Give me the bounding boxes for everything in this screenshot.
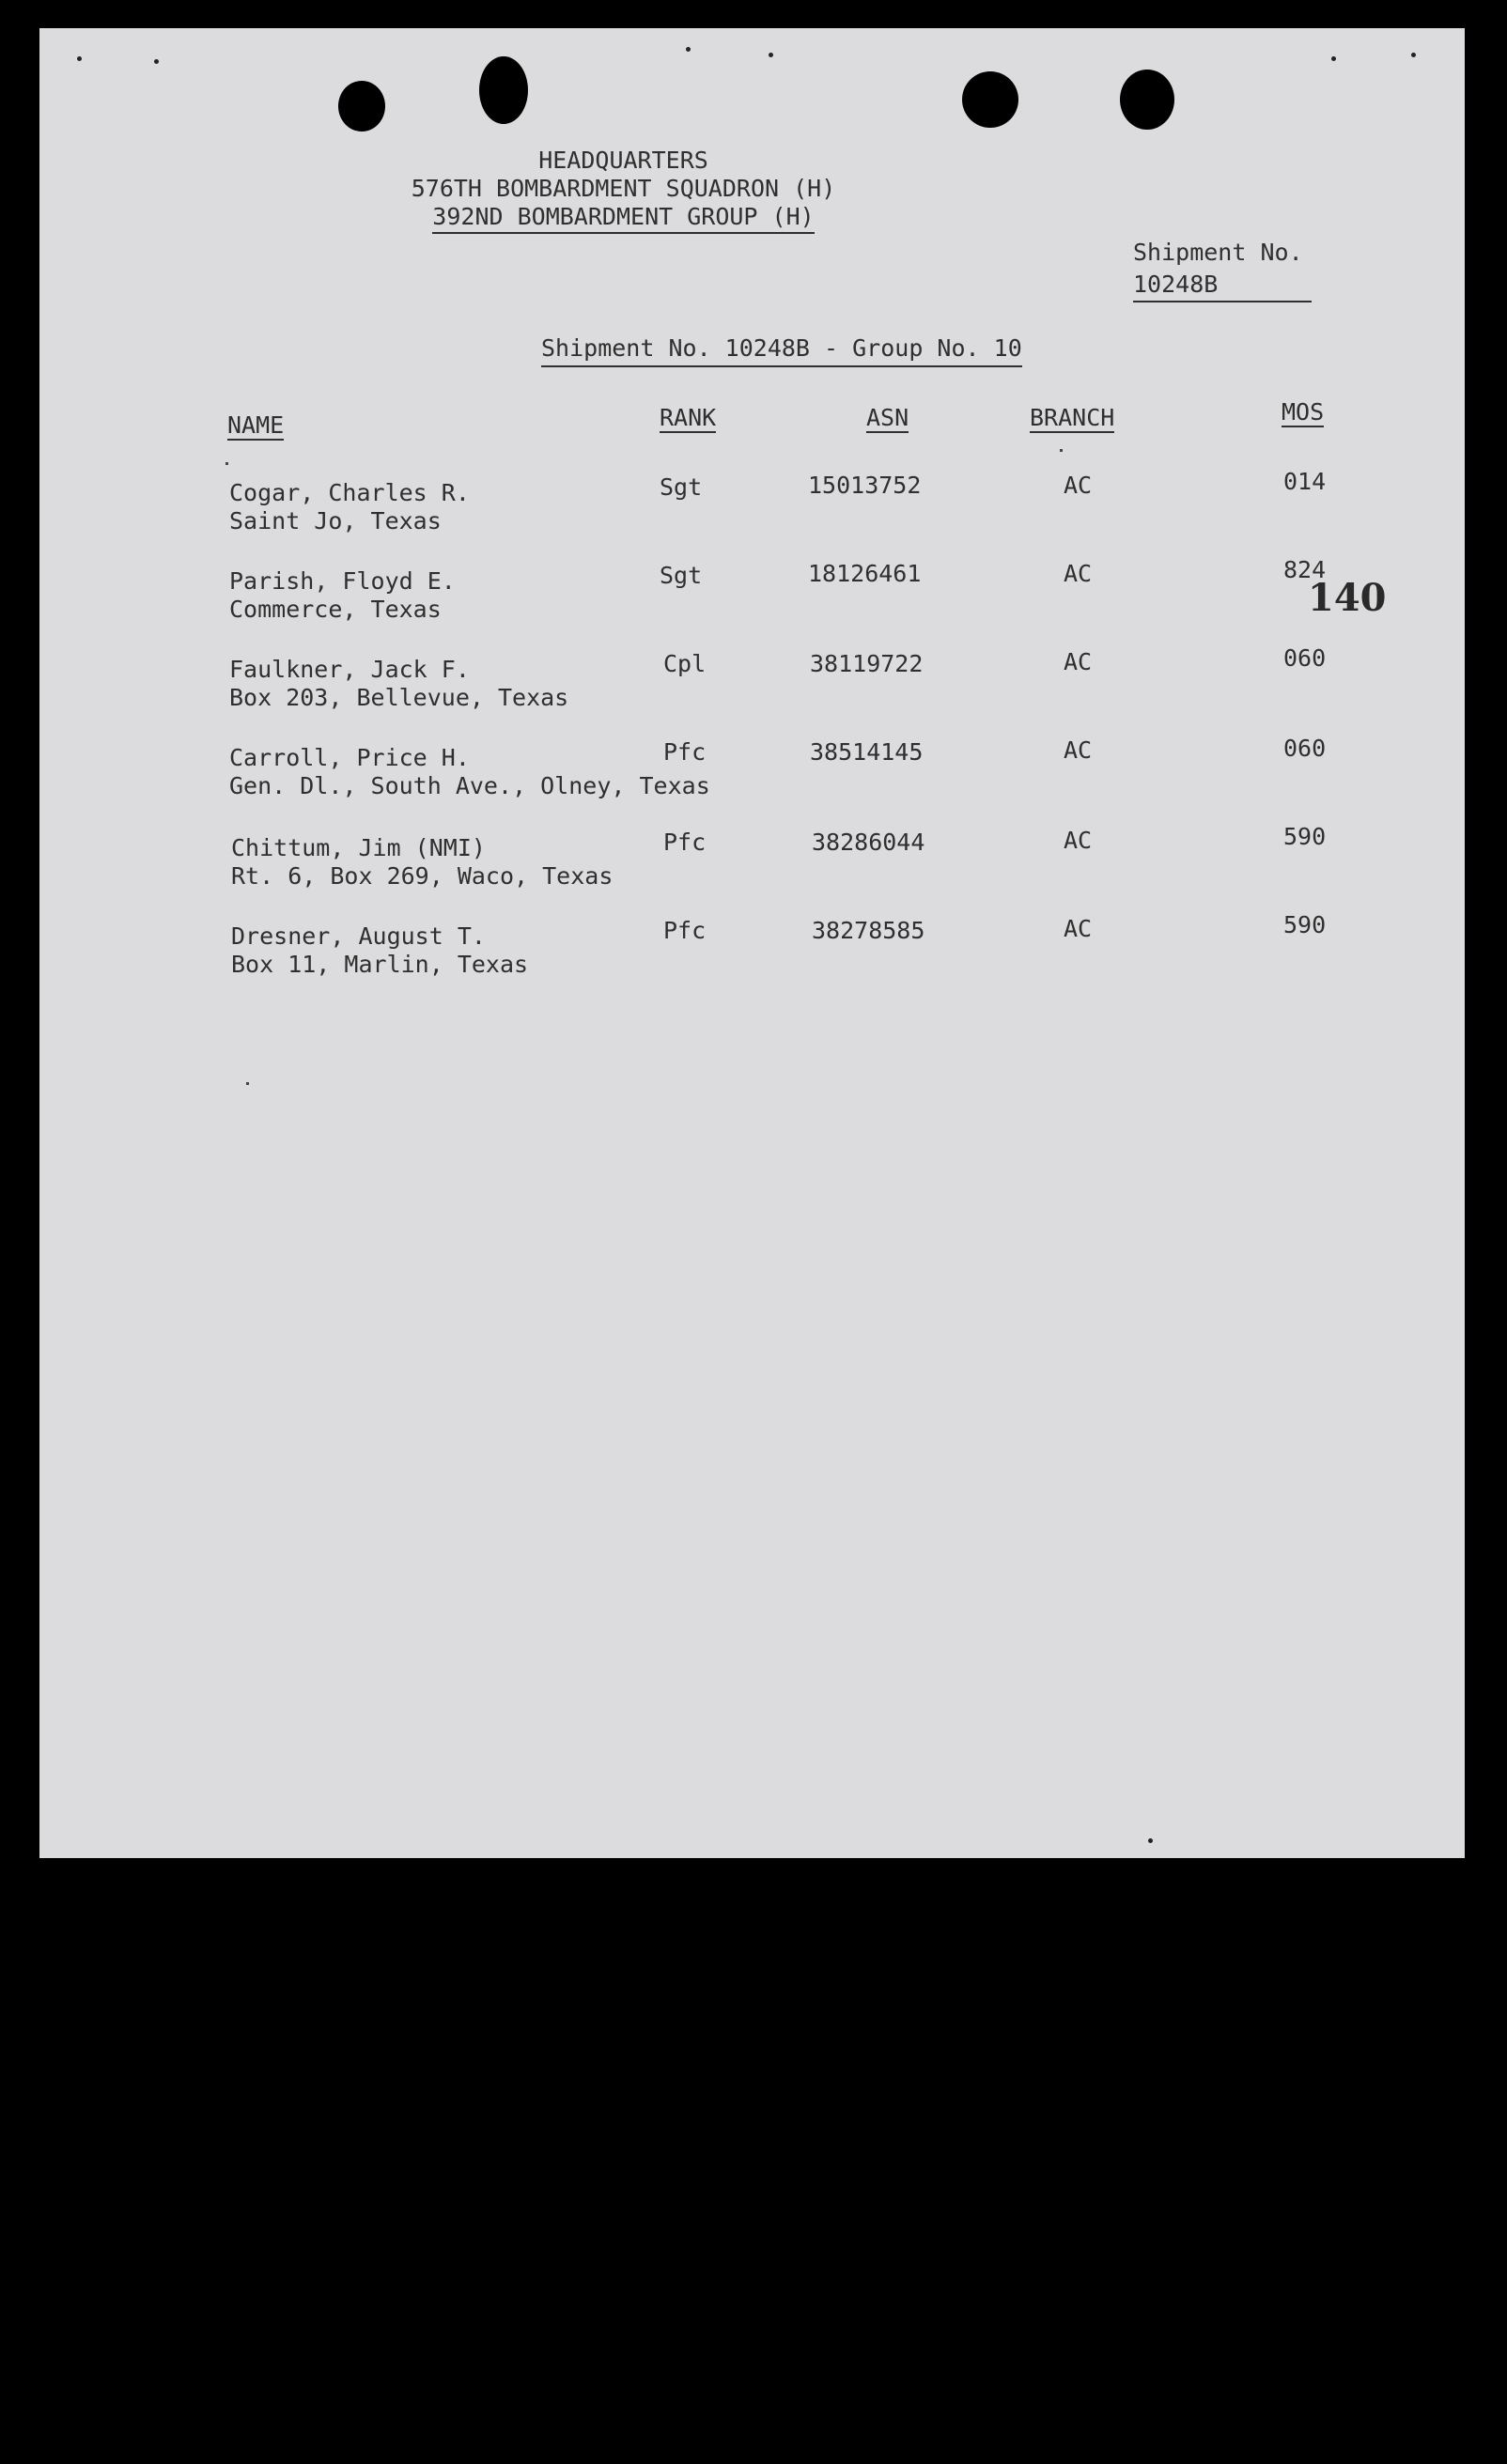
binder-hole: [1120, 70, 1174, 130]
paper-mark: [225, 462, 228, 465]
binder-hole: [479, 56, 528, 124]
row-rank: Pfc: [663, 917, 707, 944]
paper-speck: [769, 53, 773, 57]
row-address: Box 11, Marlin, Texas: [231, 951, 529, 978]
shipment-number: 10248B: [1133, 269, 1312, 302]
row-mos: 014: [1283, 468, 1327, 495]
paper-speck: [1148, 1838, 1153, 1843]
header-line-1: HEADQUARTERS: [538, 147, 708, 174]
page-number-stamp: 140: [1308, 576, 1387, 620]
row-branch: AC: [1064, 915, 1093, 942]
row-asn: 38278585: [812, 917, 925, 944]
header-line-3: 392ND BOMBARDMENT GROUP (H): [0, 203, 1336, 234]
document-page: [39, 28, 1465, 1858]
row-address: Gen. Dl., South Ave., Olney, Texas: [229, 772, 710, 799]
row-name: Cogar, Charles R.: [229, 479, 470, 506]
row-branch: AC: [1064, 560, 1093, 587]
row-name: Carroll, Price H.: [229, 744, 470, 771]
row-asn: 38119722: [810, 650, 924, 677]
row-mos: 590: [1283, 911, 1327, 938]
column-header-mos: MOS: [1282, 398, 1325, 426]
row-branch: AC: [1064, 472, 1093, 499]
row-name: Dresner, August T.: [231, 922, 486, 950]
shipment-group-title: Shipment No. 10248B - Group No. 10: [541, 334, 1022, 367]
row-address: Rt. 6, Box 269, Waco, Texas: [231, 862, 614, 890]
column-header-rank: RANK: [660, 404, 717, 431]
row-asn: 38514145: [810, 738, 924, 766]
row-branch: AC: [1064, 736, 1093, 764]
header-line-2: 576TH BOMBARDMENT SQUADRON (H): [411, 175, 836, 202]
row-asn: 15013752: [808, 472, 922, 499]
row-branch: AC: [1064, 648, 1093, 675]
paper-speck: [1411, 53, 1416, 57]
row-rank: Sgt: [660, 473, 703, 501]
row-address: Box 203, Bellevue, Texas: [229, 684, 569, 711]
row-name: Faulkner, Jack F.: [229, 656, 470, 683]
shipment-number-box: [1133, 237, 1312, 302]
paper-speck: [686, 47, 691, 52]
shipment-label: Shipment No.: [1133, 239, 1303, 266]
row-mos: 060: [1283, 735, 1327, 762]
row-name: Chittum, Jim (NMI): [231, 834, 486, 861]
row-rank: Pfc: [663, 738, 707, 766]
row-mos: 060: [1283, 644, 1327, 672]
binder-hole: [962, 71, 1018, 128]
row-mos: 590: [1283, 823, 1327, 850]
row-rank: Sgt: [660, 562, 703, 589]
column-header-branch: BRANCH: [1030, 404, 1115, 431]
row-address: Commerce, Texas: [229, 596, 442, 623]
binder-hole: [338, 81, 385, 132]
row-asn: 18126461: [808, 560, 922, 587]
paper-mark: [1060, 449, 1063, 452]
column-header-name: NAME: [227, 411, 285, 439]
row-name: Parish, Floyd E.: [229, 567, 456, 595]
paper-speck: [154, 59, 159, 64]
row-mos: 824: [1283, 556, 1327, 583]
paper-speck: [1331, 56, 1336, 61]
paper-mark: [246, 1082, 249, 1085]
row-asn: 38286044: [812, 829, 925, 856]
column-header-asn: ASN: [866, 404, 909, 431]
row-branch: AC: [1064, 827, 1093, 854]
row-rank: Cpl: [663, 650, 707, 677]
row-rank: Pfc: [663, 829, 707, 856]
paper-speck: [77, 56, 82, 61]
row-address: Saint Jo, Texas: [229, 507, 442, 535]
